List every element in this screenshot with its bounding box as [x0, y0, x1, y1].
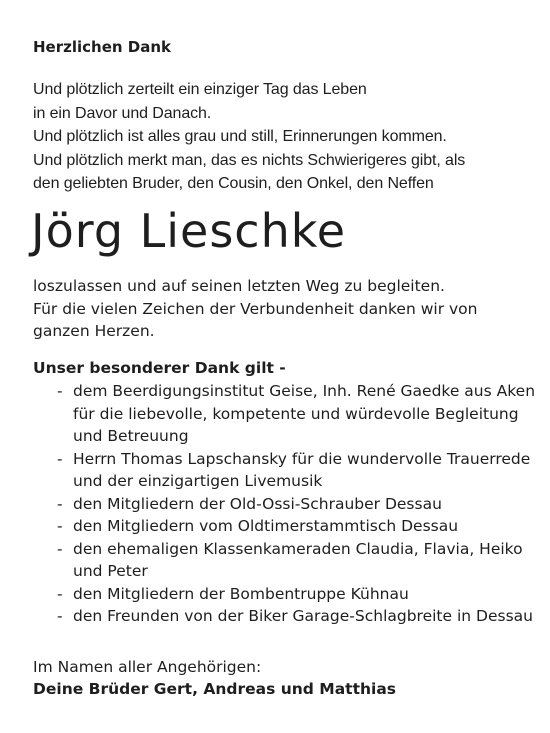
list-dash: - [57, 517, 63, 535]
intro-line: loszulassen und auf seinen letzten Weg zu begleiten. [33, 277, 445, 295]
deceased-name: Jörg Lieschke [31, 204, 347, 258]
thanks-heading: Unser besonderer Dank gilt - [33, 359, 286, 377]
list-item [57, 493, 537, 516]
list-item [57, 583, 537, 606]
intro-text [33, 275, 477, 343]
list-item-text: den Mitgliedern der Old-Ossi-Schrauber Dessau [73, 494, 442, 513]
list-item-text: den Mitgliedern vom Oldtimerstammtisch Dessau [73, 517, 459, 535]
notice-heading: Herzlichen Dank [33, 38, 172, 56]
poem-line: Und plötzlich zerteilt ein einziger Tag das Leben [33, 81, 367, 98]
list-item [57, 605, 537, 628]
thanks-list [57, 380, 537, 628]
poem [33, 78, 465, 196]
list-dash: - [57, 607, 63, 625]
list-item-text: Herrn Thomas Lapschansky für die wundervolle Trauerrede und der einzigartigen Livemusik [73, 449, 531, 490]
list-item [57, 515, 537, 538]
intro-line: Für die vielen Zeichen der Verbundenheit danken wir von [33, 299, 478, 318]
list-item-text: den Mitgliedern der Bombentruppe Kühnau [73, 584, 409, 603]
list-item-text: den ehemaligen Klassenkameraden Claudia, Flavia, Heiko und Peter [73, 539, 523, 580]
list-item [57, 380, 537, 448]
list-dash: - [57, 449, 63, 468]
list-item-text: dem Beerdigungsinstitut Geise, Inh. René Gaedke aus Aken für die liebevolle, kompetente und würdevolle Begleitung und Betreuung [73, 382, 536, 445]
poem-line: Und plötzlich ist alles grau und still, Erinnerungen kommen. [33, 128, 447, 146]
poem-line: in ein Davor und Danach. [33, 104, 212, 122]
list-item-text: den Freunden von der Biker Garage-Schlagbreite in Dessau [73, 607, 533, 625]
list-item [57, 448, 537, 493]
intro-line: ganzen Herzen. [33, 322, 155, 340]
list-dash: - [57, 584, 63, 603]
list-dash: - [57, 382, 63, 400]
poem-line: den geliebten Bruder, den Cousin, den Onkel, den Neffen [33, 175, 434, 193]
list-dash: - [57, 494, 63, 513]
poem-line: Und plötzlich merkt man, das es nichts Schwierigeres gibt, als [33, 151, 466, 169]
signoff-text: Im Namen aller Angehörigen: [33, 658, 262, 676]
list-dash: - [57, 539, 63, 558]
signature: Deine Brüder Gert, Andreas und Matthias [33, 680, 397, 698]
list-item [57, 538, 537, 583]
